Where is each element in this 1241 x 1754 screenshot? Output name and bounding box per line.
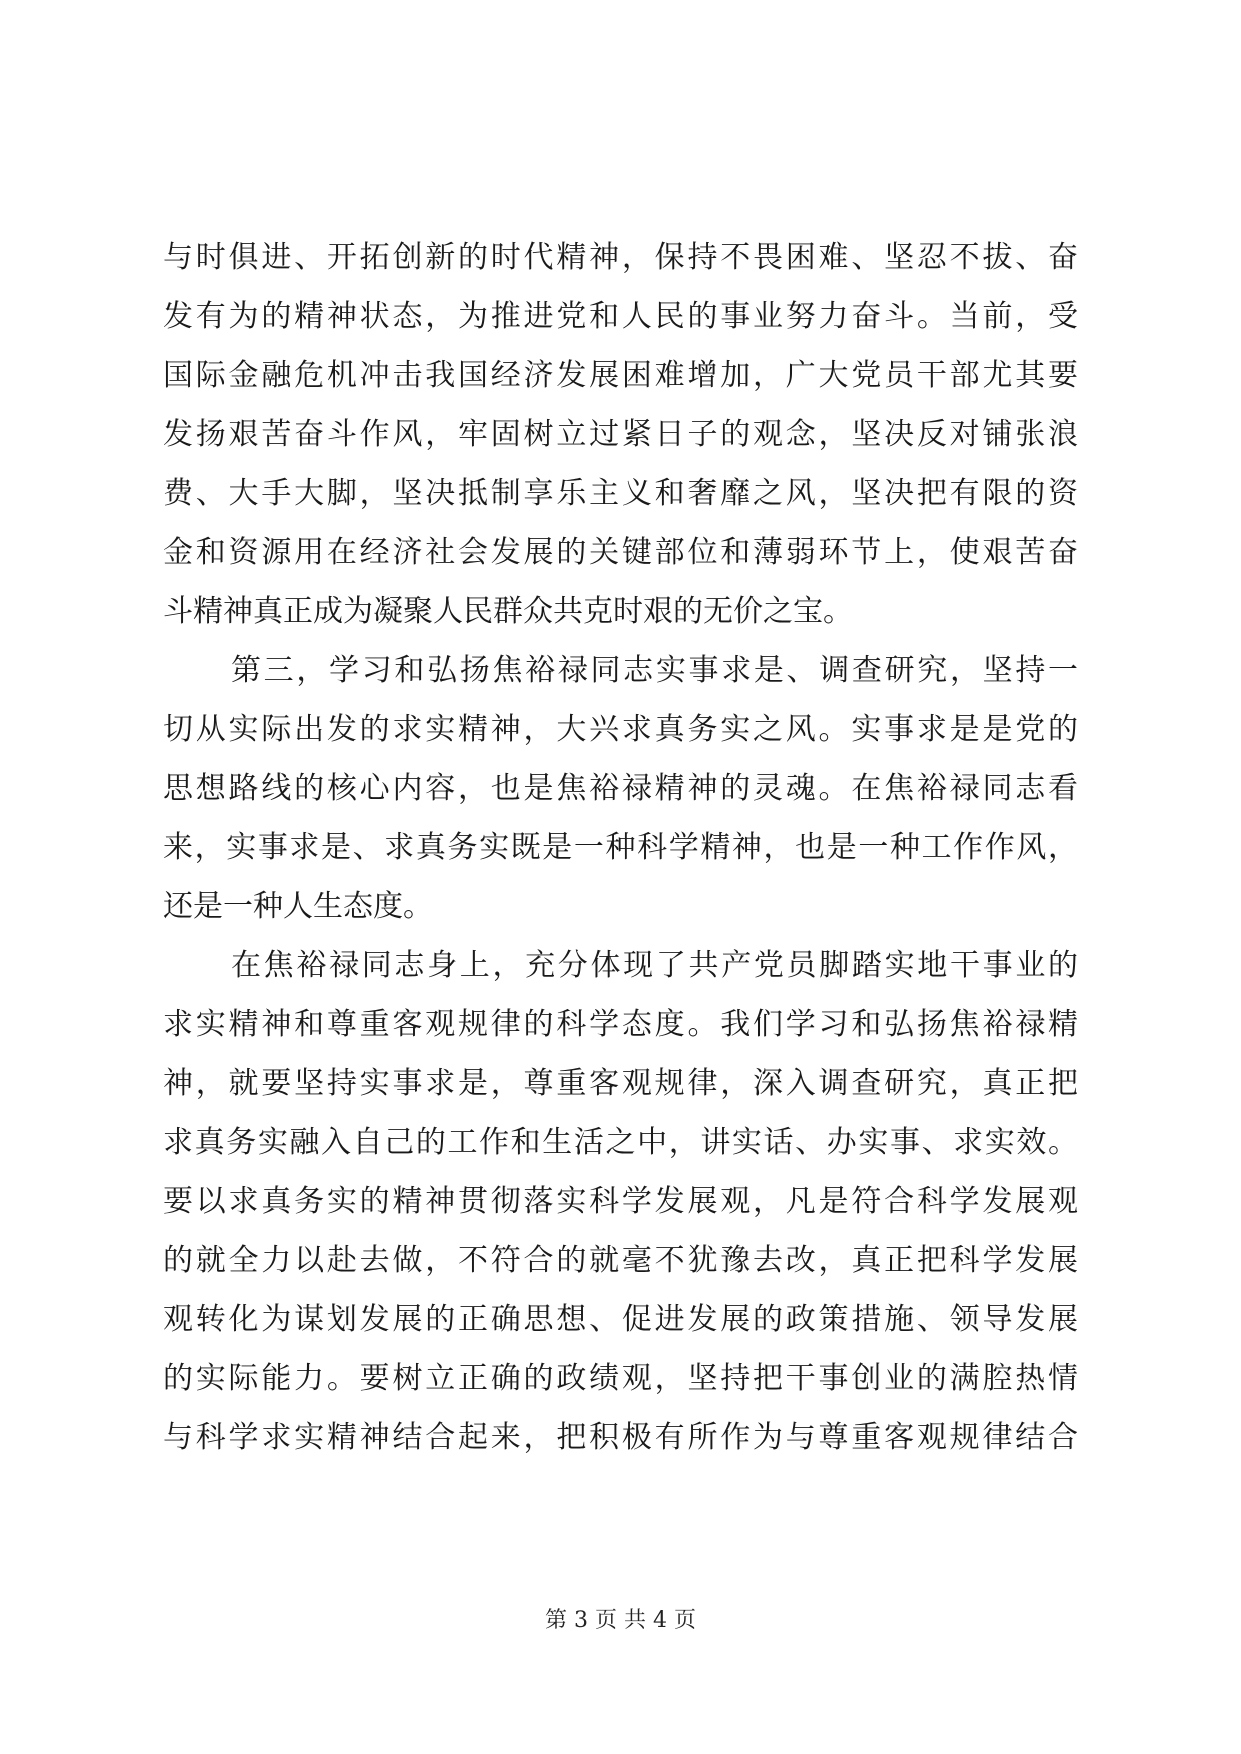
text-line: 国际金融危机冲击我国经济发展困难增加，广大党员干部尤其要 xyxy=(163,358,1078,393)
text-line: 观转化为谋划发展的正确思想、促进发展的政策措施、领导发展 xyxy=(163,1302,1078,1337)
text-line: 金和资源用在经济社会发展的关键部位和薄弱环节上，使艰苦奋 xyxy=(163,535,1078,570)
text-line: 与科学求实精神结合起来，把积极有所作为与尊重客观规律结合 xyxy=(163,1420,1078,1455)
text-line: 切从实际出发的求实精神，大兴求真务实之风。实事求是是党的 xyxy=(163,712,1078,747)
paragraph-1 xyxy=(163,228,1078,641)
text-line: 发有为的精神状态，为推进党和人民的事业努力奋斗。当前，受 xyxy=(163,299,1078,334)
text-line: 来，实事求是、求真务实既是一种科学精神，也是一种工作作风， xyxy=(163,830,1078,865)
page-number-footer: 第 3 页 共 4 页 xyxy=(545,1608,696,1633)
text-line: 的实际能力。要树立正确的政绩观，坚持把干事创业的满腔热情 xyxy=(163,1361,1078,1396)
paragraph-2 xyxy=(163,641,1078,936)
paragraph-3 xyxy=(163,936,1078,1467)
text-line: 求真务实融入自己的工作和生活之中，讲实话、办实事、求实效。 xyxy=(163,1125,1078,1160)
text-line: 求实精神和尊重客观规律的科学态度。我们学习和弘扬焦裕禄精 xyxy=(163,1007,1078,1042)
text-line: 费、大手大脚，坚决抵制享乐主义和奢靡之风，坚决把有限的资 xyxy=(163,476,1078,511)
text-line: 的就全力以赴去做，不符合的就毫不犹豫去改，真正把科学发展 xyxy=(163,1243,1078,1278)
text-line: 斗精神真正成为凝聚人民群众共克时艰的无价之宝。 xyxy=(163,594,853,629)
document-body xyxy=(163,228,1078,1467)
text-line: 与时俱进、开拓创新的时代精神，保持不畏困难、坚忍不拔、奋 xyxy=(163,240,1078,275)
text-line: 第三，学习和弘扬焦裕禄同志实事求是、调查研究，坚持一 xyxy=(231,653,1078,688)
text-line: 思想路线的核心内容，也是焦裕禄精神的灵魂。在焦裕禄同志看 xyxy=(163,771,1078,806)
text-line: 发扬艰苦奋斗作风，牢固树立过紧日子的观念，坚决反对铺张浪 xyxy=(163,417,1078,452)
text-line: 要以求真务实的精神贯彻落实科学发展观，凡是符合科学发展观 xyxy=(163,1184,1078,1219)
text-line: 在焦裕禄同志身上，充分体现了共产党员脚踏实地干事业的 xyxy=(231,948,1078,983)
text-line: 还是一种人生态度。 xyxy=(163,889,433,924)
text-line: 神，就要坚持实事求是，尊重客观规律，深入调查研究，真正把 xyxy=(163,1066,1078,1101)
